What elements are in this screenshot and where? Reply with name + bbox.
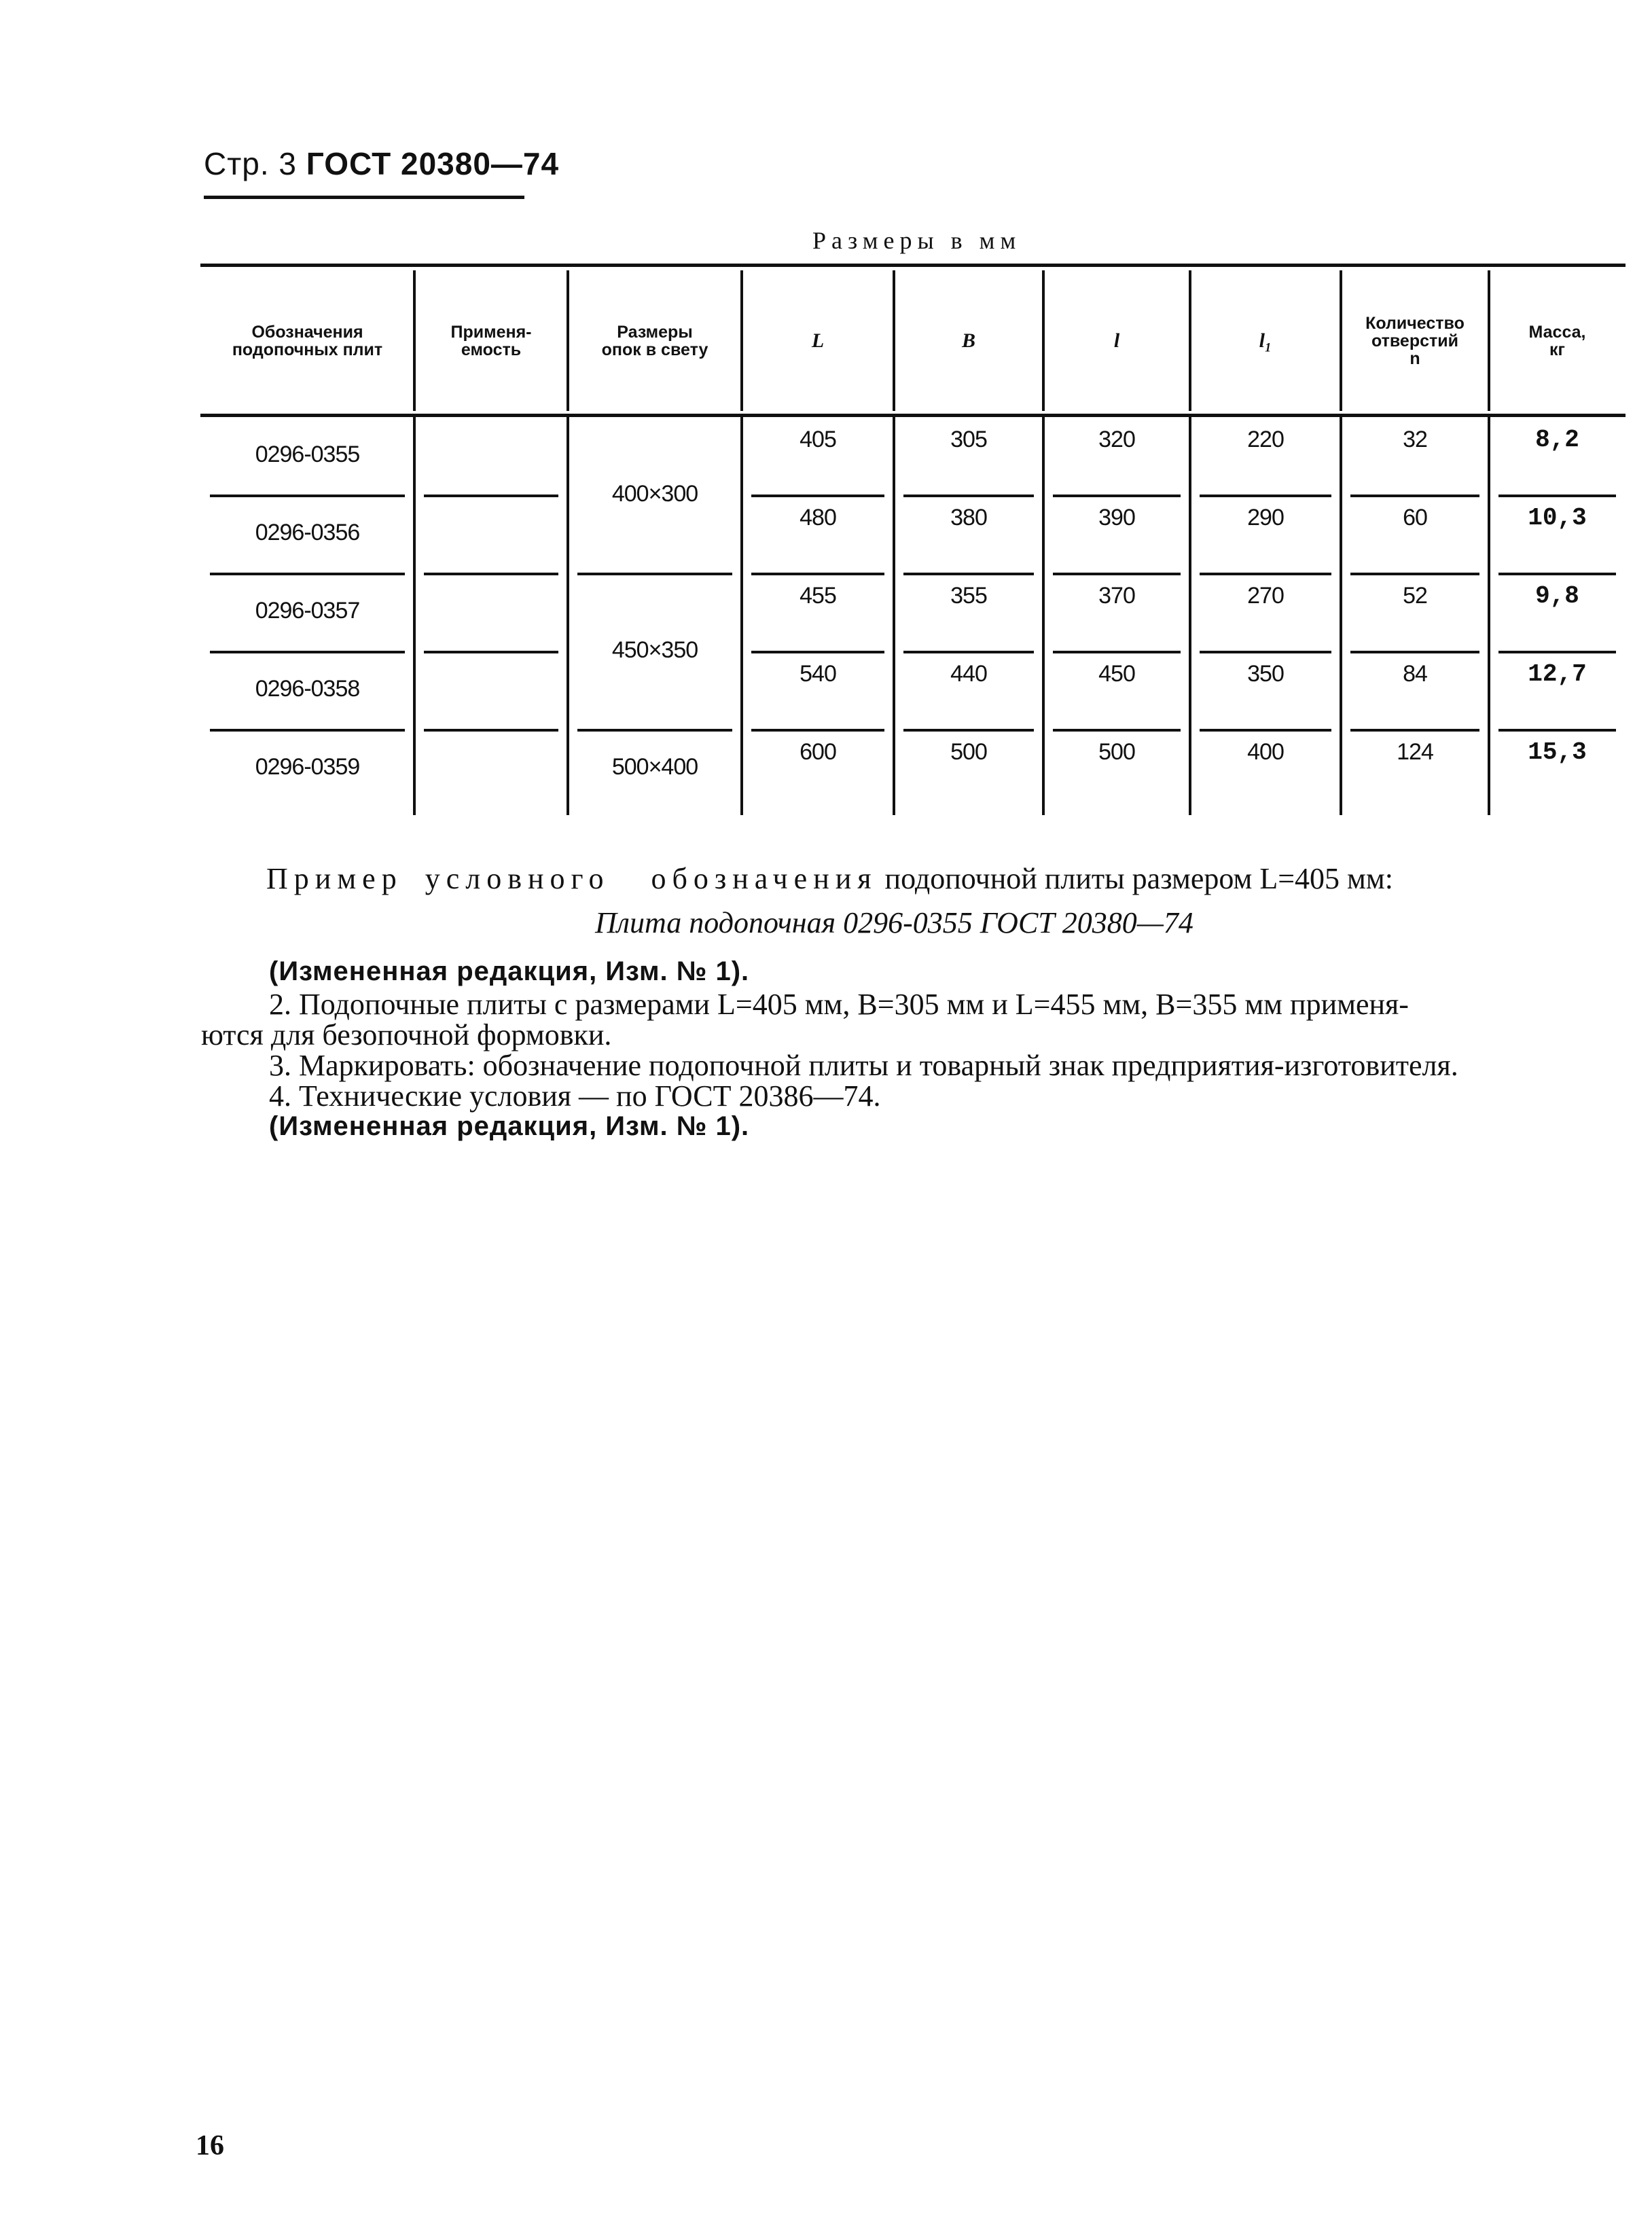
mass-cell: 12,7 bbox=[1528, 660, 1587, 688]
mass-cell: 15,3 bbox=[1528, 738, 1587, 766]
page-header-prefix: Стр. 3 bbox=[204, 146, 298, 181]
flask-size-cell: 450×350 bbox=[611, 636, 698, 663]
mass-cell: 9,8 bbox=[1535, 581, 1579, 610]
holes-cell: 60 bbox=[1403, 504, 1427, 530]
holes-cell: 32 bbox=[1403, 426, 1427, 452]
l1-cell: 270 bbox=[1247, 582, 1284, 609]
page-header bbox=[204, 145, 559, 182]
l1-header: l₁ bbox=[1259, 329, 1272, 352]
l1-cell: 220 bbox=[1247, 426, 1284, 452]
l-cell: 500 bbox=[1098, 738, 1135, 765]
l-cell: 370 bbox=[1098, 582, 1135, 609]
applicability-cell bbox=[414, 416, 568, 494]
header-underline bbox=[204, 196, 524, 199]
holes-cell: 84 bbox=[1403, 660, 1427, 687]
note-item-2-line-2: ются для безопочной формовки. bbox=[201, 1018, 612, 1051]
plate-code-cell: 0296-0359 bbox=[255, 754, 360, 780]
l-header: l bbox=[1113, 329, 1120, 352]
applicability-cell bbox=[414, 728, 568, 806]
note-item-2-line-1: 2. Подопочные плиты с размерами L=405 мм, B=305 мм и L=455 мм, B=355 мм применя- bbox=[269, 988, 1409, 1021]
L-cell: 540 bbox=[800, 660, 836, 687]
note-item-4: 4. Технические условия — по ГОСТ 20386—74. bbox=[269, 1079, 881, 1113]
L-cell: 405 bbox=[800, 426, 836, 452]
B-cell: 305 bbox=[950, 426, 987, 452]
flask-size-header: Размеры опок в свету bbox=[601, 322, 708, 359]
plate-code-cell: 0296-0355 bbox=[255, 442, 360, 467]
example-line bbox=[266, 861, 1393, 896]
note-item-3: 3. Маркировать: обозначение подопочной плиты и товарный знак предприятия-изготовителя. bbox=[269, 1049, 1458, 1082]
l-cell: 390 bbox=[1098, 504, 1135, 530]
L-cell: 600 bbox=[800, 738, 836, 765]
mass-cell: 8,2 bbox=[1535, 425, 1579, 454]
applicability-cell bbox=[414, 494, 568, 572]
page-number: 16 bbox=[196, 2130, 224, 2161]
B-cell: 500 bbox=[950, 738, 987, 765]
example-text: подопочной плиты размером L=405 мм: bbox=[884, 862, 1393, 895]
L-cell: 480 bbox=[800, 504, 836, 530]
example-lead-c: обозначения bbox=[651, 862, 878, 895]
plate-code-cell: 0296-0357 bbox=[255, 598, 360, 624]
table-top-rule bbox=[200, 264, 1626, 267]
mass-header: Масса, кг bbox=[1528, 322, 1586, 359]
L-cell: 455 bbox=[800, 582, 836, 609]
code-header: Обозначения подопочных плит bbox=[232, 322, 383, 359]
B-cell: 380 bbox=[950, 504, 987, 530]
units-caption: Размеры в мм bbox=[812, 227, 1022, 254]
l-cell: 450 bbox=[1098, 660, 1135, 687]
holes-header: Количество отверстий n bbox=[1365, 313, 1465, 368]
example-lead-a: Пример bbox=[266, 862, 403, 895]
l-cell: 320 bbox=[1098, 426, 1135, 452]
example-designation: Плита подопочная 0296-0355 ГОСТ 20380—74 bbox=[595, 906, 1193, 939]
l1-cell: 350 bbox=[1247, 660, 1284, 687]
page-header-standard: ГОСТ 20380—74 bbox=[306, 146, 560, 181]
l1-cell: 290 bbox=[1247, 504, 1284, 530]
B-cell: 440 bbox=[950, 660, 987, 687]
holes-cell: 124 bbox=[1397, 738, 1433, 765]
applicability-cell bbox=[414, 650, 568, 728]
example-lead-b: условного bbox=[425, 862, 610, 895]
plate-code-cell: 0296-0358 bbox=[255, 676, 360, 702]
mass-cell: 10,3 bbox=[1528, 503, 1587, 532]
revision-note-2: (Измененная редакция, Изм. № 1). bbox=[269, 1111, 750, 1141]
B-cell: 355 bbox=[950, 582, 987, 609]
L-header: L bbox=[811, 329, 825, 352]
B-header: B bbox=[961, 329, 975, 352]
flask-size-cell: 500×400 bbox=[611, 754, 698, 780]
plate-code-cell: 0296-0356 bbox=[255, 520, 360, 545]
revision-note-1: (Измененная редакция, Изм. № 1). bbox=[269, 956, 750, 986]
applicability-cell bbox=[414, 572, 568, 650]
flask-size-cell: 400×300 bbox=[611, 480, 698, 507]
l1-cell: 400 bbox=[1247, 738, 1284, 765]
holes-cell: 52 bbox=[1403, 582, 1427, 609]
applicability-header: Применя- емость bbox=[450, 322, 532, 359]
